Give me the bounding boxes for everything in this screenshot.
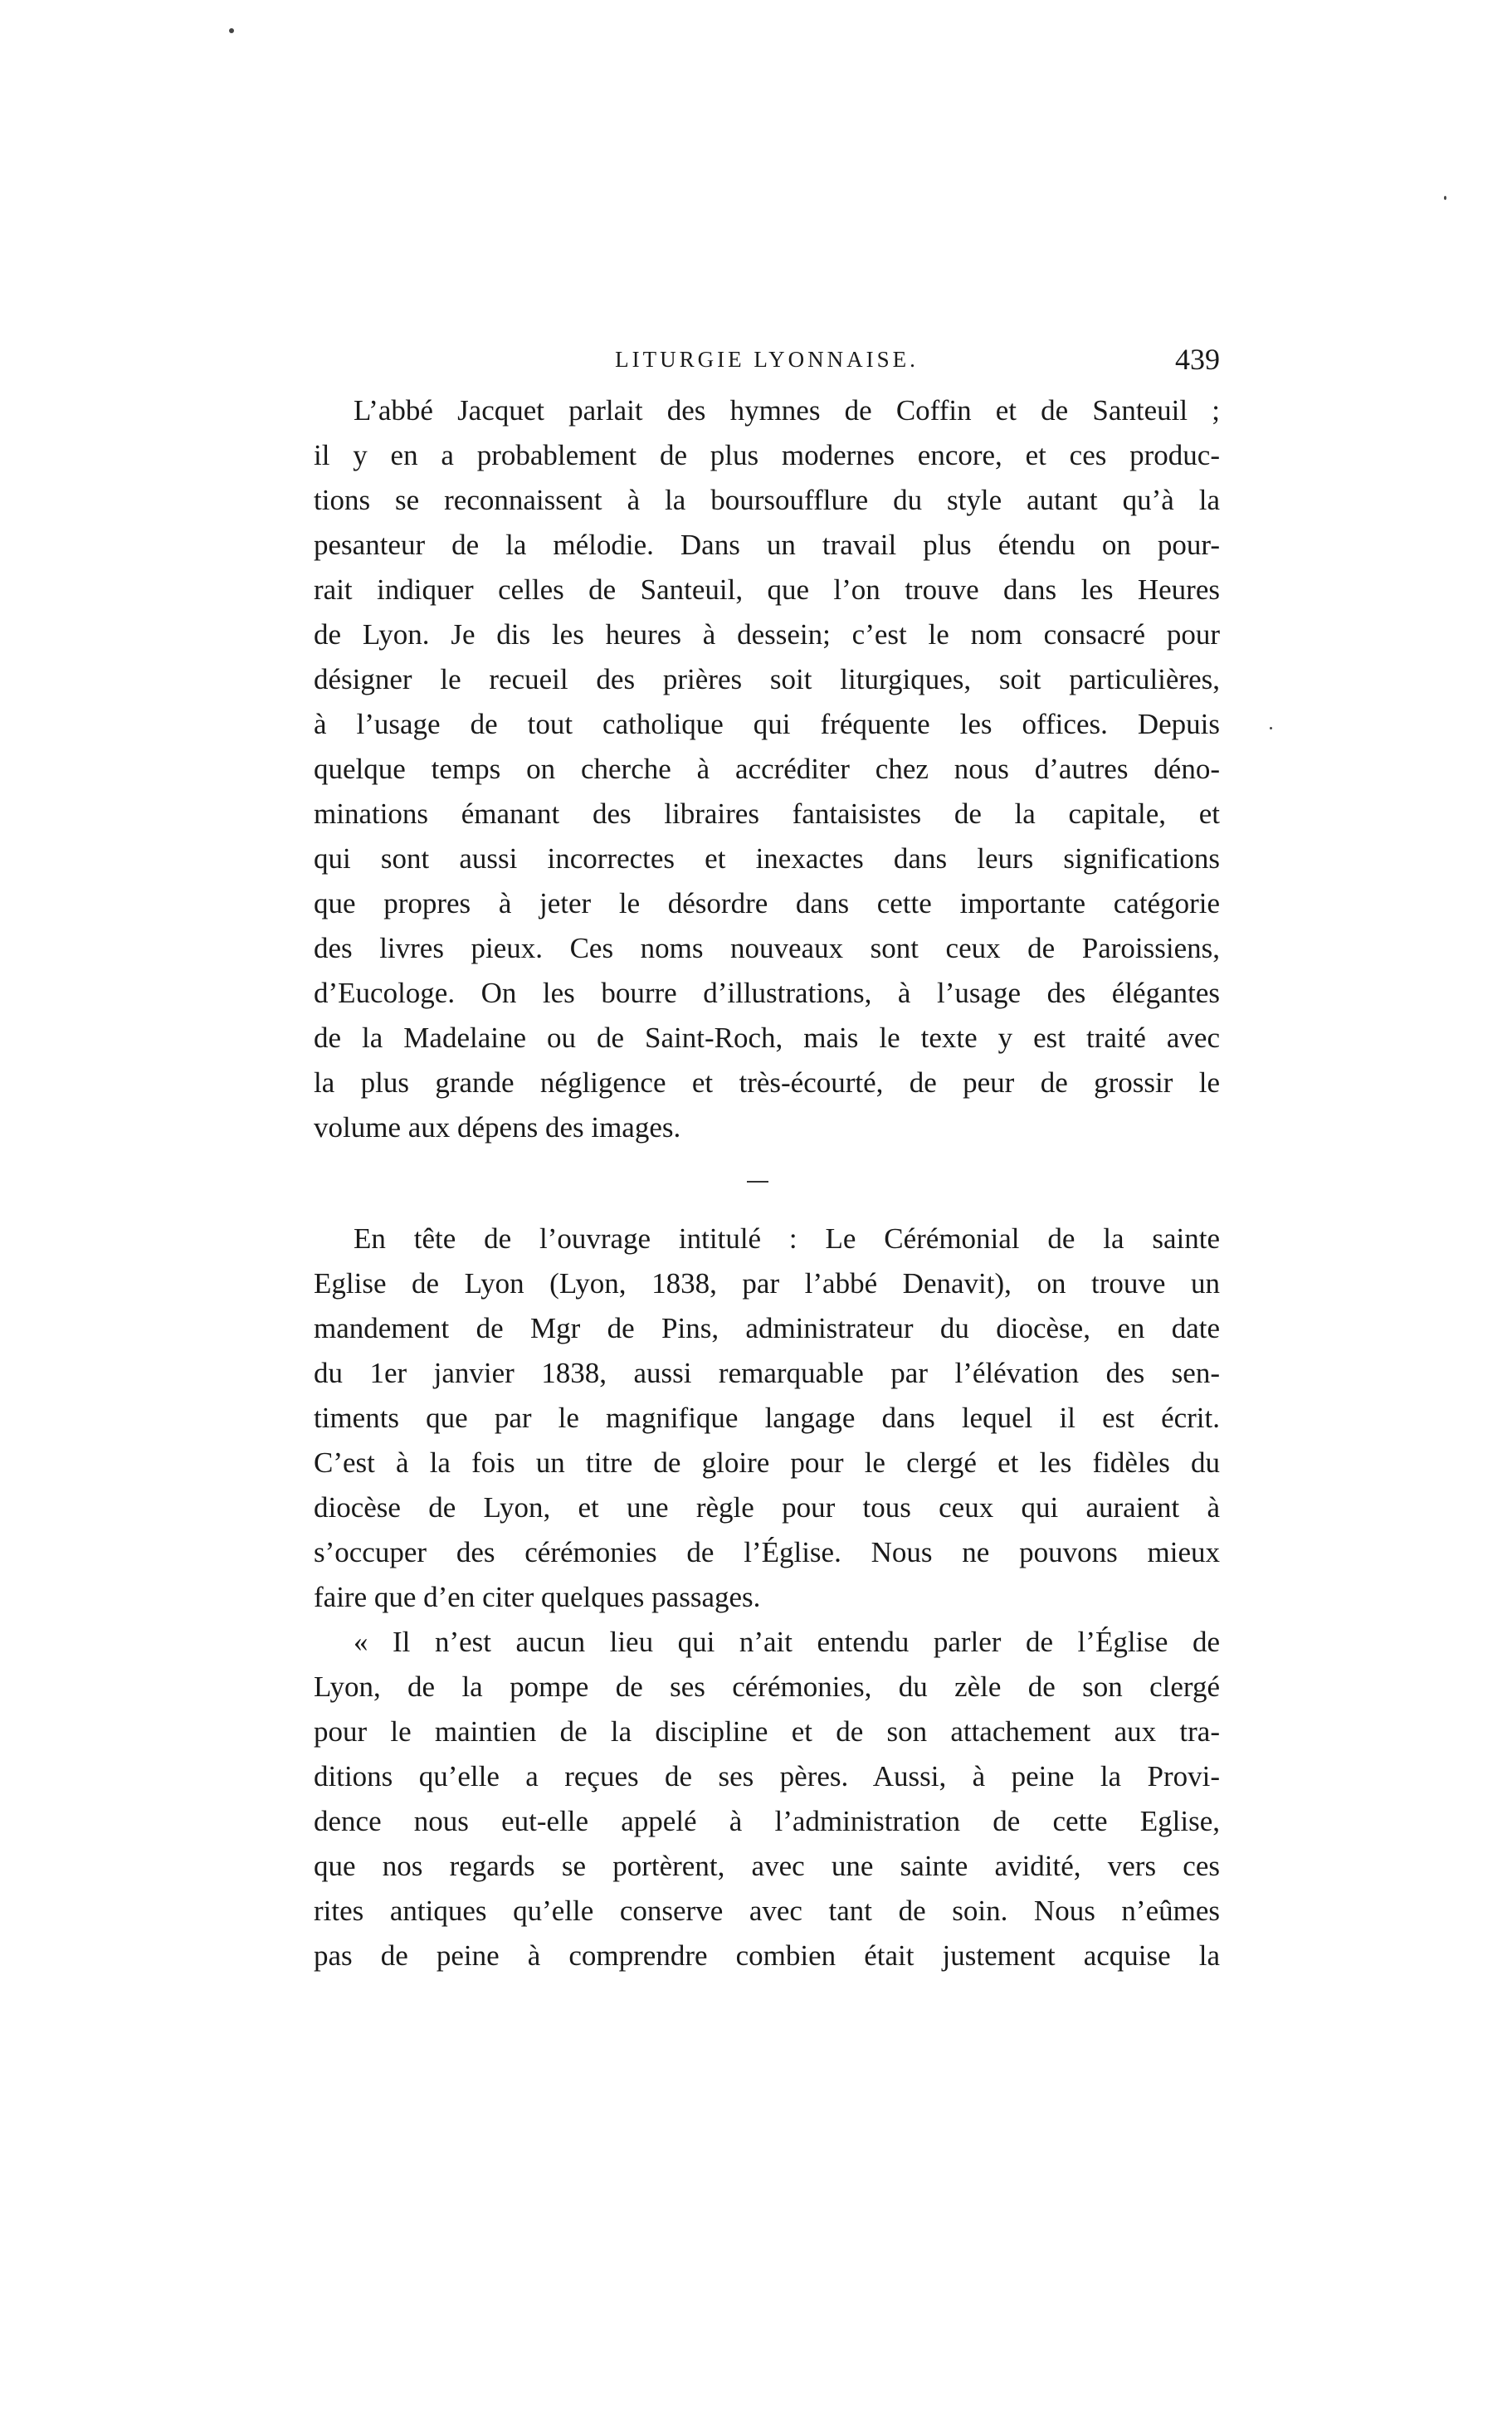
text-line: des livres pieux. Ces noms nouveaux sont ceux de Paroissiens, [314,932,1220,964]
text-line: timents que par le magnifique langage dans lequel il est écrit. [314,1402,1220,1434]
text-line: quelque temps on cherche à accréditer chez nous d’autres déno- [314,753,1220,785]
text-line: mandement de Mgr de Pins, administrateur du diocèse, en date [314,1312,1220,1344]
scan-speck [1444,196,1446,200]
text-line: qui sont aussi incorrectes et inexactes dans leurs significations [314,842,1220,875]
text-line: de la Madelaine ou de Saint-Roch, mais le texte y est traité avec [314,1022,1220,1054]
text-line: diocèse de Lyon, et une règle pour tous ceux qui auraient à [314,1491,1220,1524]
text-line: d’Eucologe. On les bourre d’illustrations, à l’usage des élégantes [314,977,1220,1009]
page-number: 439 [1175,343,1220,376]
text-line: Eglise de Lyon (Lyon, 1838, par l’abbé Denavit), on trouve un [314,1267,1220,1300]
text-line: que propres à jeter le désordre dans cette importante catégorie [314,887,1220,919]
text-line: que nos regards se portèrent, avec une sainte avidité, vers ces [314,1850,1220,1882]
text-line: ditions qu’elle a reçues de ses pères. Aussi, à peine la Provi- [314,1760,1220,1792]
text-line: dence nous eut-elle appelé à l’administration de cette Eglise, [314,1805,1220,1837]
text-line: « Il n’est aucun lieu qui n’ait entendu parler de l’Église de [354,1626,1220,1658]
text-line: faire que d’en citer quelques passages. [314,1581,761,1613]
text-line: rait indiquer celles de Santeuil, que l’on trouve dans les Heures [314,573,1220,606]
paragraph-1 [314,388,1220,1150]
page-header [314,342,1220,382]
text-line: minations émanant des libraires fantaisistes de la capitale, et [314,797,1220,830]
text-line: s’occuper des cérémonies de l’Église. Nous ne pouvons mieux [314,1536,1220,1568]
text-line: la plus grande négligence et très-écourté, de peur de grossir le [314,1066,1220,1099]
text-line: il y en a probablement de plus modernes encore, et ces produc- [314,439,1220,471]
text-line: Lyon, de la pompe de ses cérémonies, du zèle de son clergé [314,1670,1220,1703]
text-line: tions se reconnaissent à la boursoufflure du style autant qu’à la [314,484,1220,516]
text-line: rites antiques qu’elle conserve avec tant de soin. Nous n’eûmes [314,1895,1220,1927]
text-line: désigner le recueil des prières soit liturgiques, soit particulières, [314,663,1220,695]
text-line: de Lyon. Je dis les heures à dessein; c’est le nom consacré pour [314,618,1220,651]
paragraph-2 [314,1217,1220,1978]
running-title: LITURGIE LYONNAISE. [615,347,919,372]
scan-speck [1270,727,1272,729]
text-line: L’abbé Jacquet parlait des hymnes de Coffin et de Santeuil ; [354,394,1220,427]
section-separator [747,1181,768,1183]
text-line: En tête de l’ouvrage intitulé : Le Cérémonial de la sainte [354,1222,1220,1255]
text-line: pesanteur de la mélodie. Dans un travail plus étendu on pour- [314,529,1220,561]
text-line: pas de peine à comprendre combien était justement acquise la [314,1939,1220,1972]
scan-speck [229,28,234,33]
text-line: volume aux dépens des images. [314,1111,681,1144]
text-line: C’est à la fois un titre de gloire pour le clergé et les fidèles du [314,1446,1220,1479]
text-line: pour le maintien de la discipline et de son attachement aux tra- [314,1715,1220,1748]
text-line: du 1er janvier 1838, aussi remarquable par l’élévation des sen- [314,1357,1220,1389]
text-line: à l’usage de tout catholique qui fréquente les offices. Depuis [314,708,1220,740]
